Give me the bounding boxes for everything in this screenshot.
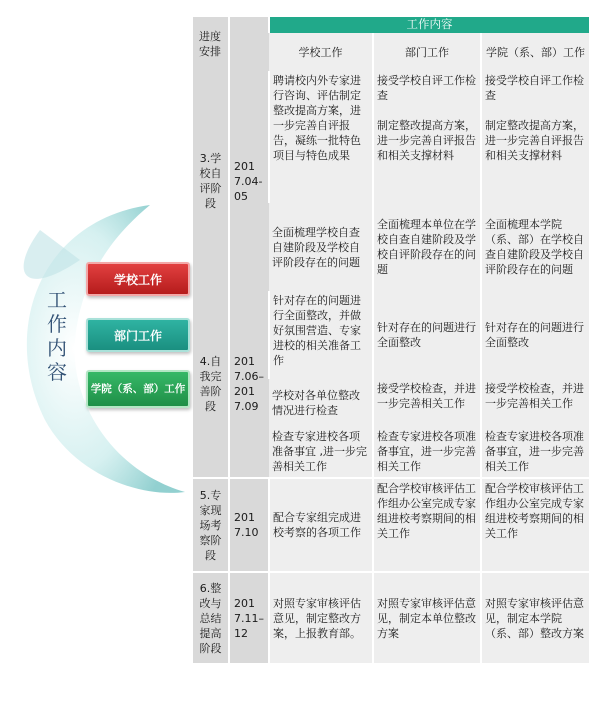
side-title: 工作内容 <box>47 288 67 384</box>
table-cell: 针对存在的问题进行全面整改 <box>481 291 589 379</box>
work-schedule-table <box>193 17 589 663</box>
stage-time: 2017.11–12 <box>229 572 269 663</box>
stage-name: 4.自我完善阶段 <box>193 291 229 478</box>
table-cell: 对照专家审核评估意见，制定整改方案，上报教育部。 <box>269 572 373 663</box>
stage-time: 2017.10 <box>229 478 269 572</box>
school-work-button[interactable]: 学校工作 <box>86 262 190 296</box>
table-cell: 全面梳理学校自查自建阶段及学校自评阶段存在的问题 <box>269 203 373 291</box>
header-schedule: 进度安排 <box>193 17 229 71</box>
table-cell: 检查专家进校各项准备事宜 ,进一步完善相关工作 <box>269 427 373 478</box>
header-department: 部门工作 <box>373 33 481 71</box>
college-work-button[interactable]: 学院（系、部）工作 <box>86 370 190 408</box>
header-college: 学院（系、部）工作 <box>481 33 589 71</box>
stage-name: 3.学校自评阶段 <box>193 71 229 291</box>
stage-name: 5.专家现场考察阶段 <box>193 478 229 572</box>
table-cell: 对照专家审核评估意见，制定本学院（系、部）整改方案 <box>481 572 589 663</box>
stage-time: 2017.06–2017.09 <box>229 291 269 478</box>
table-cell: 针对存在的问题进行全面整改，并做好氛围营造、专家进校的相关准备工作 <box>269 291 373 379</box>
table-cell: 配合学校审核评估工作组办公室完成专家组进校考察期间的相关工作 <box>373 478 481 572</box>
table-cell: 全面梳理本学院（系、部）在学校自查自建阶段及学校自评阶段存在的问题 <box>481 203 589 291</box>
header-time-blank <box>229 17 269 71</box>
table-cell: 检查专家进校各项准备事宜，进一步完善相关工作 <box>373 427 481 478</box>
table-cell: 接受学校自评工作检查 制定整改提高方案，进一步完善自评报告和相关支撑材料 <box>373 71 481 203</box>
table-cell: 对照专家审核评估意见，制定本单位整改方案 <box>373 572 481 663</box>
table-cell: 接受学校检查，并进一步完善相关工作 <box>481 379 589 427</box>
header-work-content: 工作内容 <box>269 17 589 33</box>
table-cell: 针对存在的问题进行全面整改 <box>373 291 481 379</box>
table-cell: 接受学校自评工作检查 制定整改提高方案，进一步完善自评报告和相关支撑材料 <box>481 71 589 203</box>
table-cell: 接受学校检查，并进一步完善相关工作 <box>373 379 481 427</box>
table-cell: 配合学校审核评估工作组办公室完成专家组进校考察期间的相关工作 <box>481 478 589 572</box>
table-cell: 聘请校内外专家进行咨询、评估制定整改提高方案，进一步完善自评报告，凝练一批特色项目与特色成果 <box>269 71 373 203</box>
stage-name: 6.整改与总结提高阶段 <box>193 572 229 663</box>
stage-time: 2017.04-05 <box>229 71 269 291</box>
table-cell: 学校对各单位整改情况进行检查 <box>269 379 373 427</box>
department-work-button[interactable]: 部门工作 <box>86 318 190 352</box>
header-school: 学校工作 <box>269 33 373 71</box>
table-cell: 配合专家组完成进校考察的各项工作 <box>269 478 373 572</box>
table-cell: 全面梳理本单位在学校自查自建阶段及学校自评阶段存在的问题 <box>373 203 481 291</box>
table-cell: 检查专家进校各项准备事宜，进一步完善相关工作 <box>481 427 589 478</box>
